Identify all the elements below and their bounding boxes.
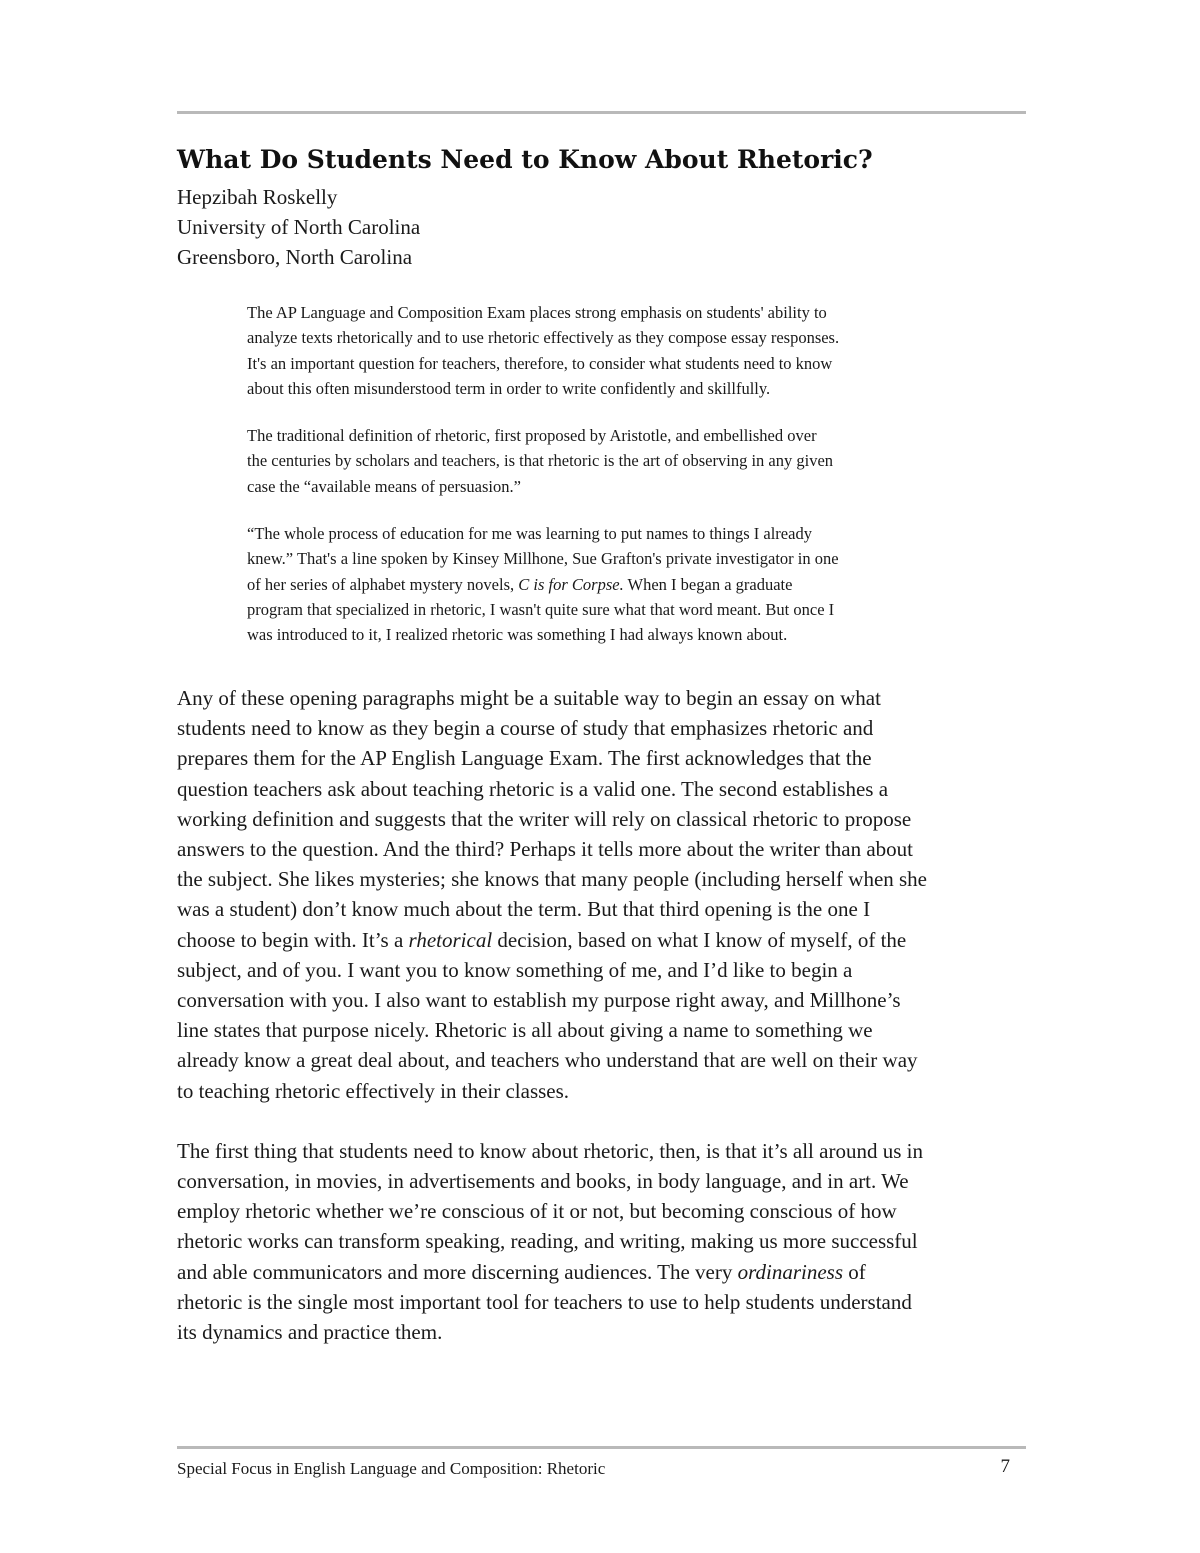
text-line: rhetoric works can transform speaking, reading, and writing, making us more successful	[177, 1229, 918, 1254]
book-title: C is for Corpse.	[518, 574, 624, 594]
text-line: the centuries by scholars and teachers, is that rhetoric is the art of observing in any given	[247, 451, 834, 471]
body-paragraph-2	[177, 1136, 1037, 1347]
text-line: The traditional definition of rhetoric, first proposed by Aristotle, and embellished over	[247, 426, 817, 446]
text-line: was introduced to it, I realized rhetoric was something I had always known about.	[247, 625, 788, 645]
text-run: decision, based on what I know of myself, of the	[492, 927, 907, 952]
text-run: When I began a graduate	[623, 574, 793, 594]
text-line: answers to the question. And the third? Perhaps it tells more about the writer than about	[177, 837, 914, 862]
author-block	[177, 182, 420, 272]
text-line: The AP Language and Composition Exam places strong emphasis on students' ability to	[247, 303, 827, 322]
text-run: choose to begin with. It’s a	[177, 927, 409, 952]
emphasized-word: ordinariness	[737, 1259, 843, 1284]
text-line: line states that purpose nicely. Rhetoric is all about giving a name to something we	[177, 1018, 873, 1043]
text-line: program that specialized in rhetoric, I wasn't quite sure what that word meant. But once I	[247, 599, 835, 619]
emphasized-word: rhetorical	[408, 927, 493, 952]
text-line	[247, 572, 957, 597]
header-rule	[177, 111, 1026, 114]
text-line: students need to know as they begin a course of study that emphasizes rhetoric and	[177, 716, 874, 741]
intro-paragraph-3	[247, 521, 957, 647]
text-line: working definition and suggests that the writer will rely on classical rhetoric to propose	[177, 806, 912, 831]
text-line: employ rhetoric whether we’re conscious of it or not, but becoming conscious of how	[177, 1199, 897, 1224]
text-line: knew.” That's a line spoken by Kinsey Millhone, Sue Grafton's private investigator in one	[247, 549, 839, 569]
text-line: its dynamics and practice them.	[177, 1320, 443, 1345]
author-location: Greensboro, North Carolina	[177, 245, 413, 269]
text-run: of her series of alphabet mystery novels,	[247, 574, 519, 594]
text-line: was a student) don’t know much about the term. But that third opening is the one I	[177, 897, 871, 922]
text-line	[177, 925, 1037, 955]
text-line	[177, 1257, 1037, 1287]
text-line: the subject. She likes mysteries; she knows that many people (including herself when she	[177, 867, 928, 892]
opening-examples	[247, 300, 957, 670]
body-paragraph-1	[177, 683, 1037, 1106]
text-line: already know a great deal about, and teachers who understand that are well on their way	[177, 1048, 918, 1073]
text-line: The first thing that students need to know about rhetoric, then, is that it’s all around us in	[177, 1138, 923, 1163]
text-line: about this often misunderstood term in order to write confidently and skillfully.	[247, 378, 771, 398]
article-title: What Do Students Need to Know About Rhetoric?	[177, 145, 873, 174]
text-line: subject, and of you. I want you to know something of me, and I’d like to begin a	[177, 957, 853, 982]
text-line: prepares them for the AP English Language Exam. The first acknowledges that the	[177, 746, 872, 771]
article-body	[177, 683, 1037, 1377]
text-line: question teachers ask about teaching rhetoric is a valid one. The second establishes a	[177, 776, 889, 801]
text-line: to teaching rhetoric effectively in their classes.	[177, 1078, 570, 1103]
text-line: “The whole process of education for me was learning to put names to things I already	[247, 524, 812, 544]
text-line: case the “available means of persuasion.”	[247, 476, 521, 496]
text-line: Any of these opening paragraphs might be a suitable way to begin an essay on what	[177, 686, 881, 710]
footer-publication: Special Focus in English Language and Composition: Rhetoric	[177, 1459, 606, 1478]
text-line: conversation, in movies, in advertisements and books, in body language, and in art. We	[177, 1169, 909, 1194]
author-name: Hepzibah Roskelly	[177, 185, 338, 209]
text-run: and able communicators and more discerning audiences. The very	[177, 1259, 738, 1284]
intro-paragraph-2	[247, 423, 957, 499]
intro-paragraph-1	[247, 300, 957, 401]
text-line: rhetoric is the single most important tool for teachers to use to help students understand	[177, 1289, 912, 1314]
footer-rule	[177, 1446, 1026, 1449]
text-line: analyze texts rhetorically and to use rhetoric effectively as they compose essay responses.	[247, 328, 840, 348]
page-number: 7	[1000, 1456, 1010, 1477]
author-institution: University of North Carolina	[177, 215, 421, 239]
text-line: conversation with you. I also want to establish my purpose right away, and Millhone’s	[177, 988, 901, 1013]
text-run: of	[843, 1259, 866, 1284]
text-line: It's an important question for teachers, therefore, to consider what students need to know	[247, 353, 833, 373]
